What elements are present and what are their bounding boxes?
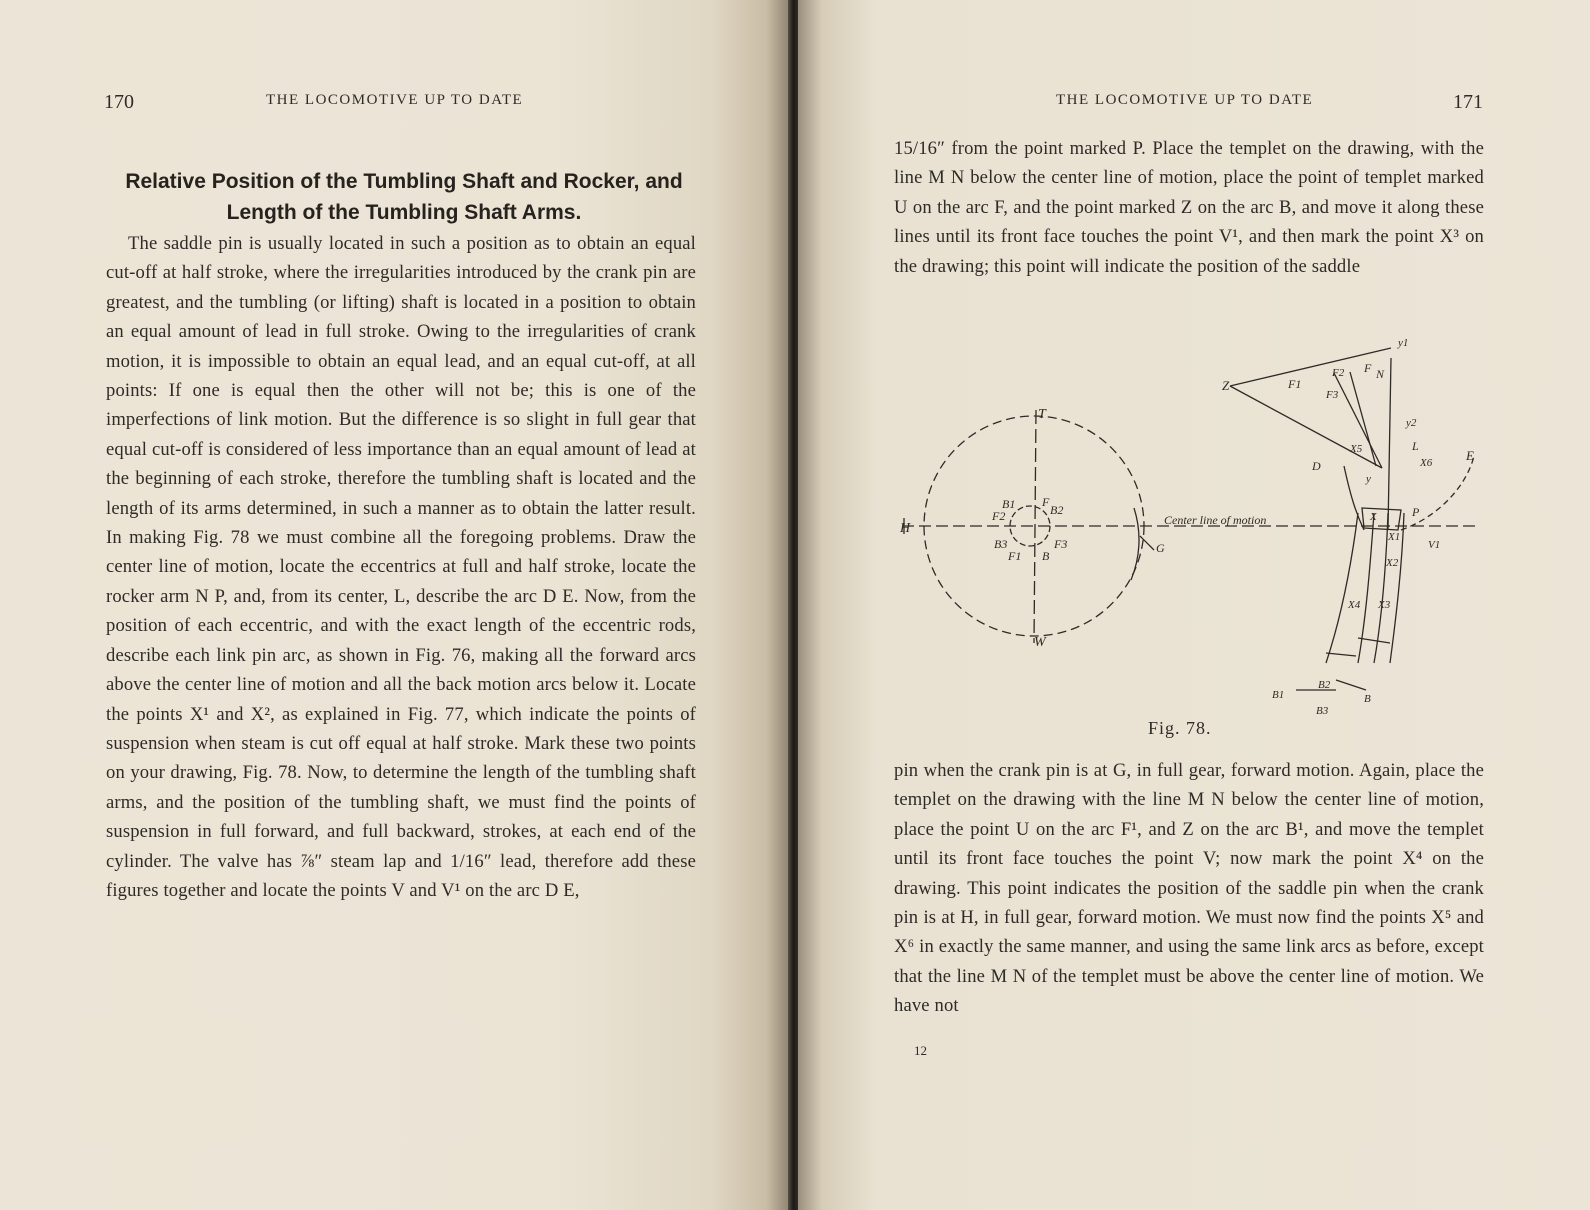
paragraph: The saddle pin is usually located in such a position as to obtain an equal cut-off at half stroke, where the irregularities introduced by the crank pin are greatest, and the tumbling (or lifting) shaft is located in a position to obtain an equal amount of lead in full stroke. Owing to the irregularities of crank motion, it is impossible to obtain an equal lead, and an equal cut-off, at all points: If one is equal then the other will not be; this is one of the imperfections of link motion. But the difference is so slight in full gear that equal cut-off is considered of less importance than an equal amount of lead at the beginning of each stroke, therefore the tumbling shaft is located and the length of its arms determined, in such a manner as to obtain the latter result. In making Fig. 78 we must combine all the foregoing problems. Draw the center line of motion, locate the eccentrics at full and half stroke, locate the rocker arm N P, and, from its center, L, describe the arc D E. Now, from the position of each eccentric, and with the exact length of the eccentric rods, describe each link pin arc, as shown in Fig. 76, making all the forward arcs above the center line of motion and all the back motion arcs below it. Locate the points X¹ and X², as explained in Fig. 77, which indicate the points of suspension when steam is cut off equal at half stroke. Mark these two points on your drawing, Fig. 78. Now, to determine the length of the tumbling shaft arms, and the position of the tumbling shaft, we must find the points of suspension in full forward, and full backward, strokes, at each end of the cylinder. The valve has ⅞″ steam lap and 1/16″ lead, therefore add these figures together and locate the points V and V¹ on the arc D E, [106, 233, 696, 901]
svg-text:B3: B3 [994, 537, 1008, 551]
svg-text:B2: B2 [1050, 503, 1064, 517]
svg-text:y: y [1366, 473, 1371, 485]
label-h: H [900, 521, 911, 536]
svg-text:P: P [1412, 505, 1420, 519]
figure-caption: Fig. 78. [1148, 718, 1212, 738]
svg-text:D: D [1312, 459, 1321, 473]
svg-text:F1: F1 [1288, 377, 1302, 391]
svg-text:y1: y1 [1398, 337, 1409, 349]
svg-text:B1: B1 [1002, 497, 1016, 511]
label-t: T [1038, 407, 1046, 422]
svg-text:X3: X3 [1378, 599, 1391, 611]
body-text [106, 229, 696, 905]
label-g: G [1156, 541, 1165, 555]
svg-text:X1: X1 [1388, 531, 1401, 543]
svg-text:F2: F2 [992, 509, 1006, 523]
running-head: THE LOCOMOTIVE UP TO DATE [266, 92, 524, 108]
section-title: Relative Position of the Tumbling Shaft and Rocker, and Length of the Tumbling Shaft Arms. [125, 170, 683, 224]
signature-mark: 12 [914, 1043, 927, 1058]
page-number: 170 [104, 91, 134, 113]
figure-78 [896, 318, 1496, 728]
svg-text:L: L [1412, 439, 1419, 453]
svg-text:B: B [1042, 549, 1050, 563]
paragraph: 15/16″ from the point marked P. Place the templet on the drawing, with the line M N below the center line of motion, place the point of templet marked U on the arc F, and the point marked Z on the arc B, and move it along these lines until its front face touches the point V¹, and then mark the point X³ on the drawing; this point will indicate the position of the saddle [894, 138, 1484, 277]
svg-text:F: F [1042, 495, 1050, 509]
svg-text:X: X [1370, 511, 1377, 523]
svg-text:N: N [1376, 367, 1385, 381]
label-w: W [1034, 635, 1046, 650]
svg-text:B2: B2 [1318, 679, 1331, 691]
svg-text:F1: F1 [1008, 549, 1022, 563]
svg-text:X6: X6 [1420, 457, 1433, 469]
svg-text:y2: y2 [1406, 417, 1417, 429]
page-number: 171 [1453, 91, 1483, 113]
svg-text:X2: X2 [1386, 557, 1399, 569]
rocker-arm [1388, 358, 1391, 530]
svg-text:F3: F3 [1054, 537, 1068, 551]
body-text-top [894, 134, 1484, 281]
paragraph: pin when the crank pin is at G, in full gear, forward motion. Again, place the templet on the drawing with the line M N below the center line of motion, place the point U on the arc F¹, and Z on the arc B¹, and move the templet until its front face touches the point V; now mark the point X⁴ on the drawing. This point indicates the position of the saddle pin when the crank pin is at H, in full gear, forward motion. We must now find the points X⁵ and X⁶ in exactly the same manner, and using the same link arcs as before, except that the line M N of the templet must be above the center line of motion. We have not [894, 760, 1484, 1017]
body-text-bottom [894, 756, 1484, 1021]
svg-text:E: E [1466, 448, 1474, 463]
left-page [0, 0, 790, 1210]
svg-text:V1: V1 [1428, 539, 1441, 551]
svg-text:B1: B1 [1272, 689, 1285, 701]
svg-text:F: F [1364, 361, 1372, 375]
svg-text:X4: X4 [1348, 599, 1361, 611]
center-line-label: Center line of motion [1164, 513, 1267, 527]
svg-text:X5: X5 [1350, 443, 1363, 455]
svg-text:F3: F3 [1326, 389, 1339, 401]
svg-text:B: B [1364, 693, 1371, 705]
running-head: THE LOCOMOTIVE UP TO DATE [1056, 92, 1314, 108]
svg-text:F2: F2 [1332, 367, 1345, 379]
svg-text:B3: B3 [1316, 705, 1329, 717]
svg-text:Z: Z [1222, 378, 1230, 393]
